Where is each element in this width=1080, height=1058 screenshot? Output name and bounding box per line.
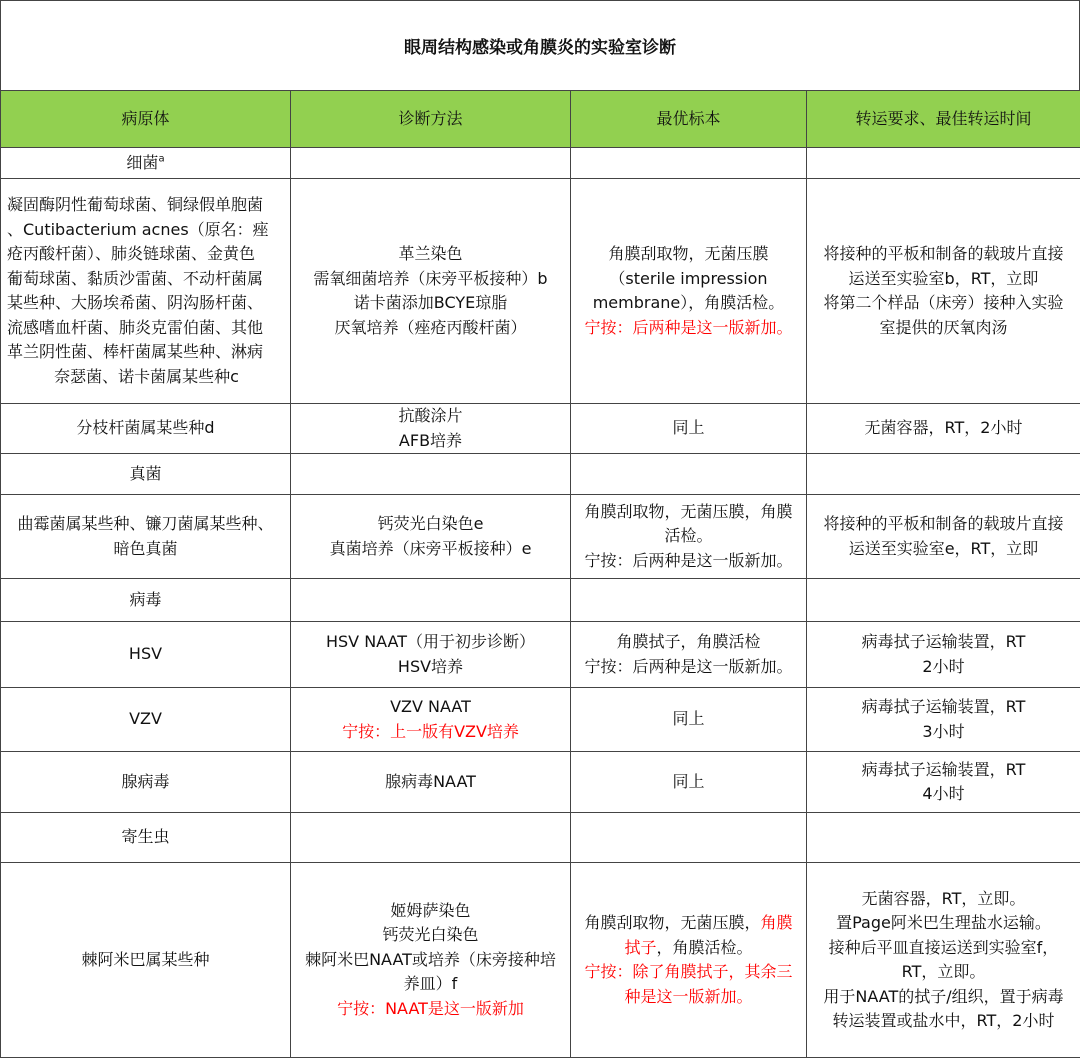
- specimen-cell: 同上: [571, 752, 807, 813]
- pathogen-cell: 凝固酶阴性葡萄球菌、铜绿假单胞菌 、Cutibacterium acnes（原名：痤 疮丙酸杆菌）、肺炎链球菌、金黄色 葡萄球菌、黏质沙雷菌、不动杆菌属 某些种、大肠埃希菌、阴沟肠杆菌、 流感嗜血杆菌、肺炎克雷伯菌、其他 革兰阴性菌、棒杆菌属某些种、淋病 奈瑟菌、诺卡菌属某些种c: [1, 179, 291, 404]
- specimen-cell: 同上: [571, 404, 807, 454]
- pathogen-cell: 曲霉菌属某些种、镰刀菌属某些种、 暗色真菌: [1, 495, 291, 579]
- specimen-cell: 角膜拭子，角膜活检 宁按：后两种是这一版新加。: [571, 622, 807, 688]
- pathogen-cell: HSV: [1, 622, 291, 688]
- footnote-marker: a: [158, 153, 165, 165]
- editor-note: 种是这一版新加。: [624, 986, 753, 1006]
- transport-cell: 无菌容器，RT，立即。 置Page阿米巴生理盐水运输。 接种后平皿直接运送到实验室f， RT，立即。 用于NAAT的拭子/组织，置于病毒 转运装置或盐水中，RT，2小时: [807, 863, 1080, 1058]
- pathogen-cell: 分枝杆菌属某些种d: [1, 404, 291, 454]
- method-cell: 姬姆萨染色 钙荧光白染色 棘阿米巴NAAT或培养（床旁接种培 养皿）f 宁按：NAAT是这一版新加: [291, 863, 571, 1058]
- method-cell: 钙荧光白染色e 真菌培养（床旁平板接种）e: [291, 495, 571, 579]
- section-row-parasite: [1, 813, 1080, 863]
- section-label-bacteria: 细菌$^a$: [1, 148, 291, 179]
- specimen-cell: 同上: [571, 688, 807, 752]
- transport-cell: 将接种的平板和制备的载玻片直接 运送至实验室b，RT，立即 将第二个样品（床旁）接种入实验 室提供的厌氧肉汤: [807, 179, 1080, 404]
- pathogen-cell: 棘阿米巴属某些种: [1, 863, 291, 1058]
- table-row-fungi: [1, 495, 1080, 579]
- transport-cell: 病毒拭子运输装置，RT 2小时: [807, 622, 1080, 688]
- section-row-fungi: [1, 454, 1080, 495]
- editor-note: 宁按：NAAT是这一版新加: [337, 998, 524, 1018]
- diagnosis-table: [0, 90, 1080, 1058]
- specimen-cell: 角膜刮取物，无菌压膜，角膜 活检。 宁按：后两种是这一版新加。: [571, 495, 807, 579]
- table-title: 眼周结构感染或角膜炎的实验室诊断: [0, 0, 1080, 90]
- method-cell: VZV NAAT 宁按：上一版有VZV培养: [291, 688, 571, 752]
- section-row-bacteria: [1, 148, 1080, 179]
- method-cell: HSV NAAT（用于初步诊断） HSV培养: [291, 622, 571, 688]
- table-row-adenovirus: [1, 752, 1080, 813]
- section-label-fungi: 真菌: [1, 454, 291, 495]
- header-pathogen: 病原体: [1, 91, 291, 148]
- table-row-bacteria-general: [1, 179, 1080, 404]
- section-label-virus: 病毒: [1, 579, 291, 622]
- header-method: 诊断方法: [291, 91, 571, 148]
- header-transport: 转运要求、最佳转运时间: [807, 91, 1080, 148]
- transport-cell: 病毒拭子运输装置，RT 3小时: [807, 688, 1080, 752]
- editor-note: 宁按：上一版有VZV培养: [342, 721, 519, 741]
- table-row-vzv: [1, 688, 1080, 752]
- header-row: [1, 91, 1080, 148]
- method-cell: 革兰染色 需氧细菌培养（床旁平板接种）b 诺卡菌添加BCYE琼脂 厌氧培养（痤疮丙酸杆菌）: [291, 179, 571, 404]
- transport-cell: 病毒拭子运输装置，RT 4小时: [807, 752, 1080, 813]
- editor-note: 宁按：后两种是这一版新加。: [584, 317, 793, 337]
- pathogen-cell: 腺病毒: [1, 752, 291, 813]
- method-cell: 腺病毒NAAT: [291, 752, 571, 813]
- editor-note: 宁按：除了角膜拭子，其余三: [584, 962, 793, 981]
- specimen-cell: 角膜刮取物，无菌压膜，角膜 拭子，角膜活检。 宁按：除了角膜拭子，其余三 种是这一版新加。: [571, 863, 807, 1058]
- header-specimen: 最优标本: [571, 91, 807, 148]
- table-row-mycobacterium: [1, 404, 1080, 454]
- method-cell: 抗酸涂片 AFB培养: [291, 404, 571, 454]
- table-row-hsv: [1, 622, 1080, 688]
- section-row-virus: [1, 579, 1080, 622]
- transport-cell: 将接种的平板和制备的载玻片直接 运送至实验室e，RT，立即: [807, 495, 1080, 579]
- section-label-parasite: 寄生虫: [1, 813, 291, 863]
- transport-cell: 无菌容器，RT，2小时: [807, 404, 1080, 454]
- table-row-acanthamoeba: [1, 863, 1080, 1058]
- pathogen-cell: VZV: [1, 688, 291, 752]
- specimen-cell: 角膜刮取物，无菌压膜 （sterile impression membrane），角膜活检。 宁按：后两种是这一版新加。: [571, 179, 807, 404]
